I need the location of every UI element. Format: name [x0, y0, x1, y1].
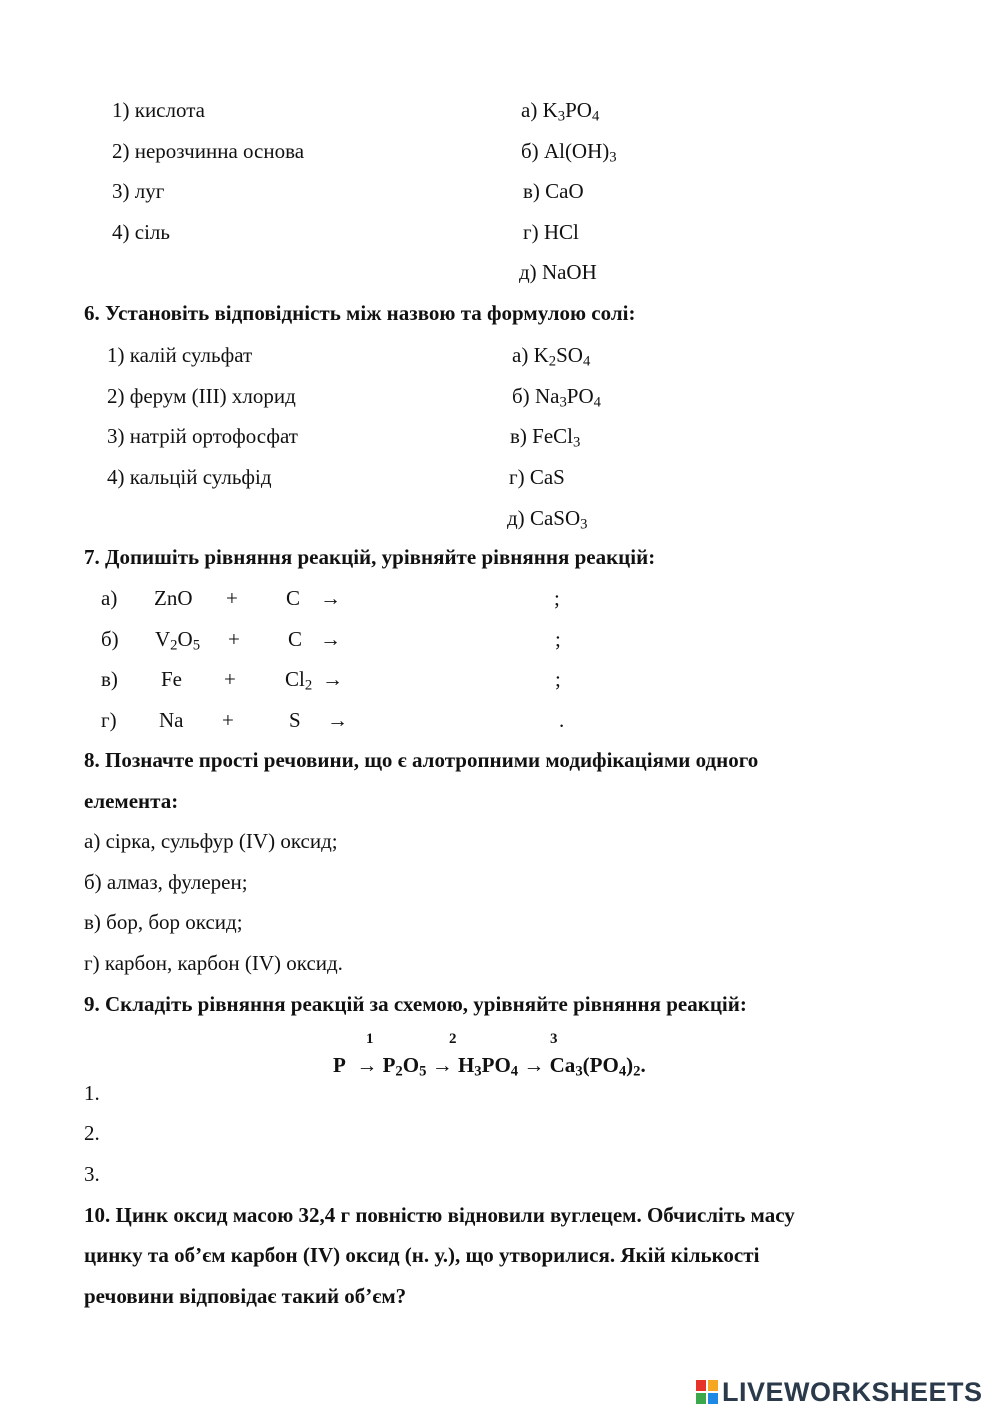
q7-row-v-reactant1: Fe — [161, 667, 182, 691]
q10-line-2: цинку та об’єм карбон (IV) оксид (н. у.), що утворилися. Якій кількості — [84, 1243, 760, 1267]
q8-option-g: г) карбон, карбон (IV) оксид. — [84, 951, 343, 975]
logo-square-orange — [708, 1380, 718, 1391]
q7-row-v-plus: + — [224, 667, 236, 691]
q7-row-a-label: а) — [101, 586, 118, 610]
q6-right-b: б) $Na_3PO_4$ — [512, 384, 601, 411]
q5-right-v: в) CaO — [523, 179, 584, 203]
q7-row-g-arrow: → — [327, 708, 348, 732]
q9-step-number-1: 1 — [366, 1031, 374, 1047]
liveworksheets-logo — [696, 1377, 983, 1407]
q6-right-v: в) FeCl$_3$ — [510, 424, 581, 451]
q7-row-b-end: ; — [555, 627, 561, 651]
logo-square-blue — [708, 1393, 718, 1404]
q7-row-a-plus: + — [226, 586, 238, 610]
q7-row-a-reactant1: ZnO — [154, 586, 193, 610]
q6-left-3: 3) натрій ортофосфат — [107, 424, 298, 448]
q9-heading: 9. Складіть рівняння реакцій за схемою, урівняйте рівняння реакцій: — [84, 992, 747, 1016]
logo-text: LIVEWORKSHEETS — [722, 1377, 983, 1407]
logo-grid-icon — [696, 1380, 718, 1404]
q7-row-b-reactant2: C — [288, 627, 303, 651]
q5-left-2: 2) нерозчинна основа — [112, 139, 305, 163]
q6-heading: 6. Установіть відповідність між назвою та формулою солі: — [84, 301, 636, 325]
q5-right-a: а) $K_3PO_4$ — [521, 98, 600, 125]
q9-answer-line-1: 1. — [84, 1081, 100, 1105]
q7-row-a-end: ; — [554, 586, 560, 610]
logo-square-green — [696, 1393, 706, 1404]
q9-step-number-2: 2 — [449, 1031, 457, 1047]
q7-heading: 7. Допишіть рівняння реакцій, урівняйте рівняння реакцій: — [84, 545, 656, 569]
q5-right-d: д) NaOH — [519, 260, 597, 284]
q8-heading-line2: елемента: — [84, 789, 179, 813]
q9-step-number-3: 3 — [550, 1031, 558, 1047]
q8-heading-line1: 8. Позначте прості речовини, що є алотропними модифікаціями одного — [84, 748, 759, 772]
q7-row-v-reactant2: $Cl_2$ — [285, 667, 313, 694]
q7-row-b-label: б) — [101, 627, 119, 651]
q6-left-2: 2) ферум (ІІІ) хлорид — [107, 384, 296, 408]
q8-option-b: б) алмаз, фулерен; — [84, 870, 248, 894]
q8-option-a: а) сірка, сульфур (IV) оксид; — [84, 829, 338, 853]
q7-row-a-arrow: → — [320, 586, 341, 610]
q9-scheme: $P \to P_2O_5 \to H_3PO_4 \to Ca_3(PO_4)_2$. — [333, 1053, 646, 1080]
q5-right-g: г) HCl — [523, 220, 579, 244]
q7-row-v-label: в) — [101, 667, 118, 691]
q5-left-1: 1) кислота — [112, 98, 205, 122]
q6-left-1: 1) калій сульфат — [107, 343, 253, 367]
q7-row-b-reactant1: $V_2O_5$ — [155, 627, 201, 654]
q6-right-a: а) $K_2SO_4$ — [512, 343, 591, 370]
q6-right-d: д) CaSO$_3$ — [507, 506, 588, 533]
q5-right-b: б) $Al(OH)_3$ — [521, 139, 617, 166]
q8-option-v: в) бор, бор оксид; — [84, 910, 243, 934]
q9-answer-line-3: 3. — [84, 1162, 100, 1186]
q10-line-3: речовини відповідає такий об’єм? — [84, 1284, 407, 1308]
q6-right-g: г) CaS — [509, 465, 565, 489]
q7-row-b-arrow: → — [320, 627, 341, 651]
q6-left-4: 4) кальцій сульфід — [107, 465, 272, 489]
q7-row-g-plus: + — [222, 708, 234, 732]
q7-row-b-plus: + — [228, 627, 240, 651]
q7-row-v-end: ; — [555, 667, 561, 691]
q5-left-3: 3) луг — [112, 179, 165, 203]
logo-square-red — [696, 1380, 706, 1391]
q9-answer-line-2: 2. — [84, 1121, 100, 1145]
q5-left-4: 4) сіль — [112, 220, 170, 244]
q7-row-g-reactant1: Na — [159, 708, 184, 732]
q7-row-g-end: . — [559, 708, 565, 732]
q7-row-g-label: г) — [101, 708, 117, 732]
q7-row-g-reactant2: S — [289, 708, 301, 732]
q7-row-v-arrow: → — [322, 667, 343, 691]
q7-row-a-reactant2: C — [286, 586, 301, 610]
q10-line-1: 10. Цинк оксид масою 32,4 г повністю відновили вуглецем. Обчисліть масу — [84, 1203, 795, 1227]
